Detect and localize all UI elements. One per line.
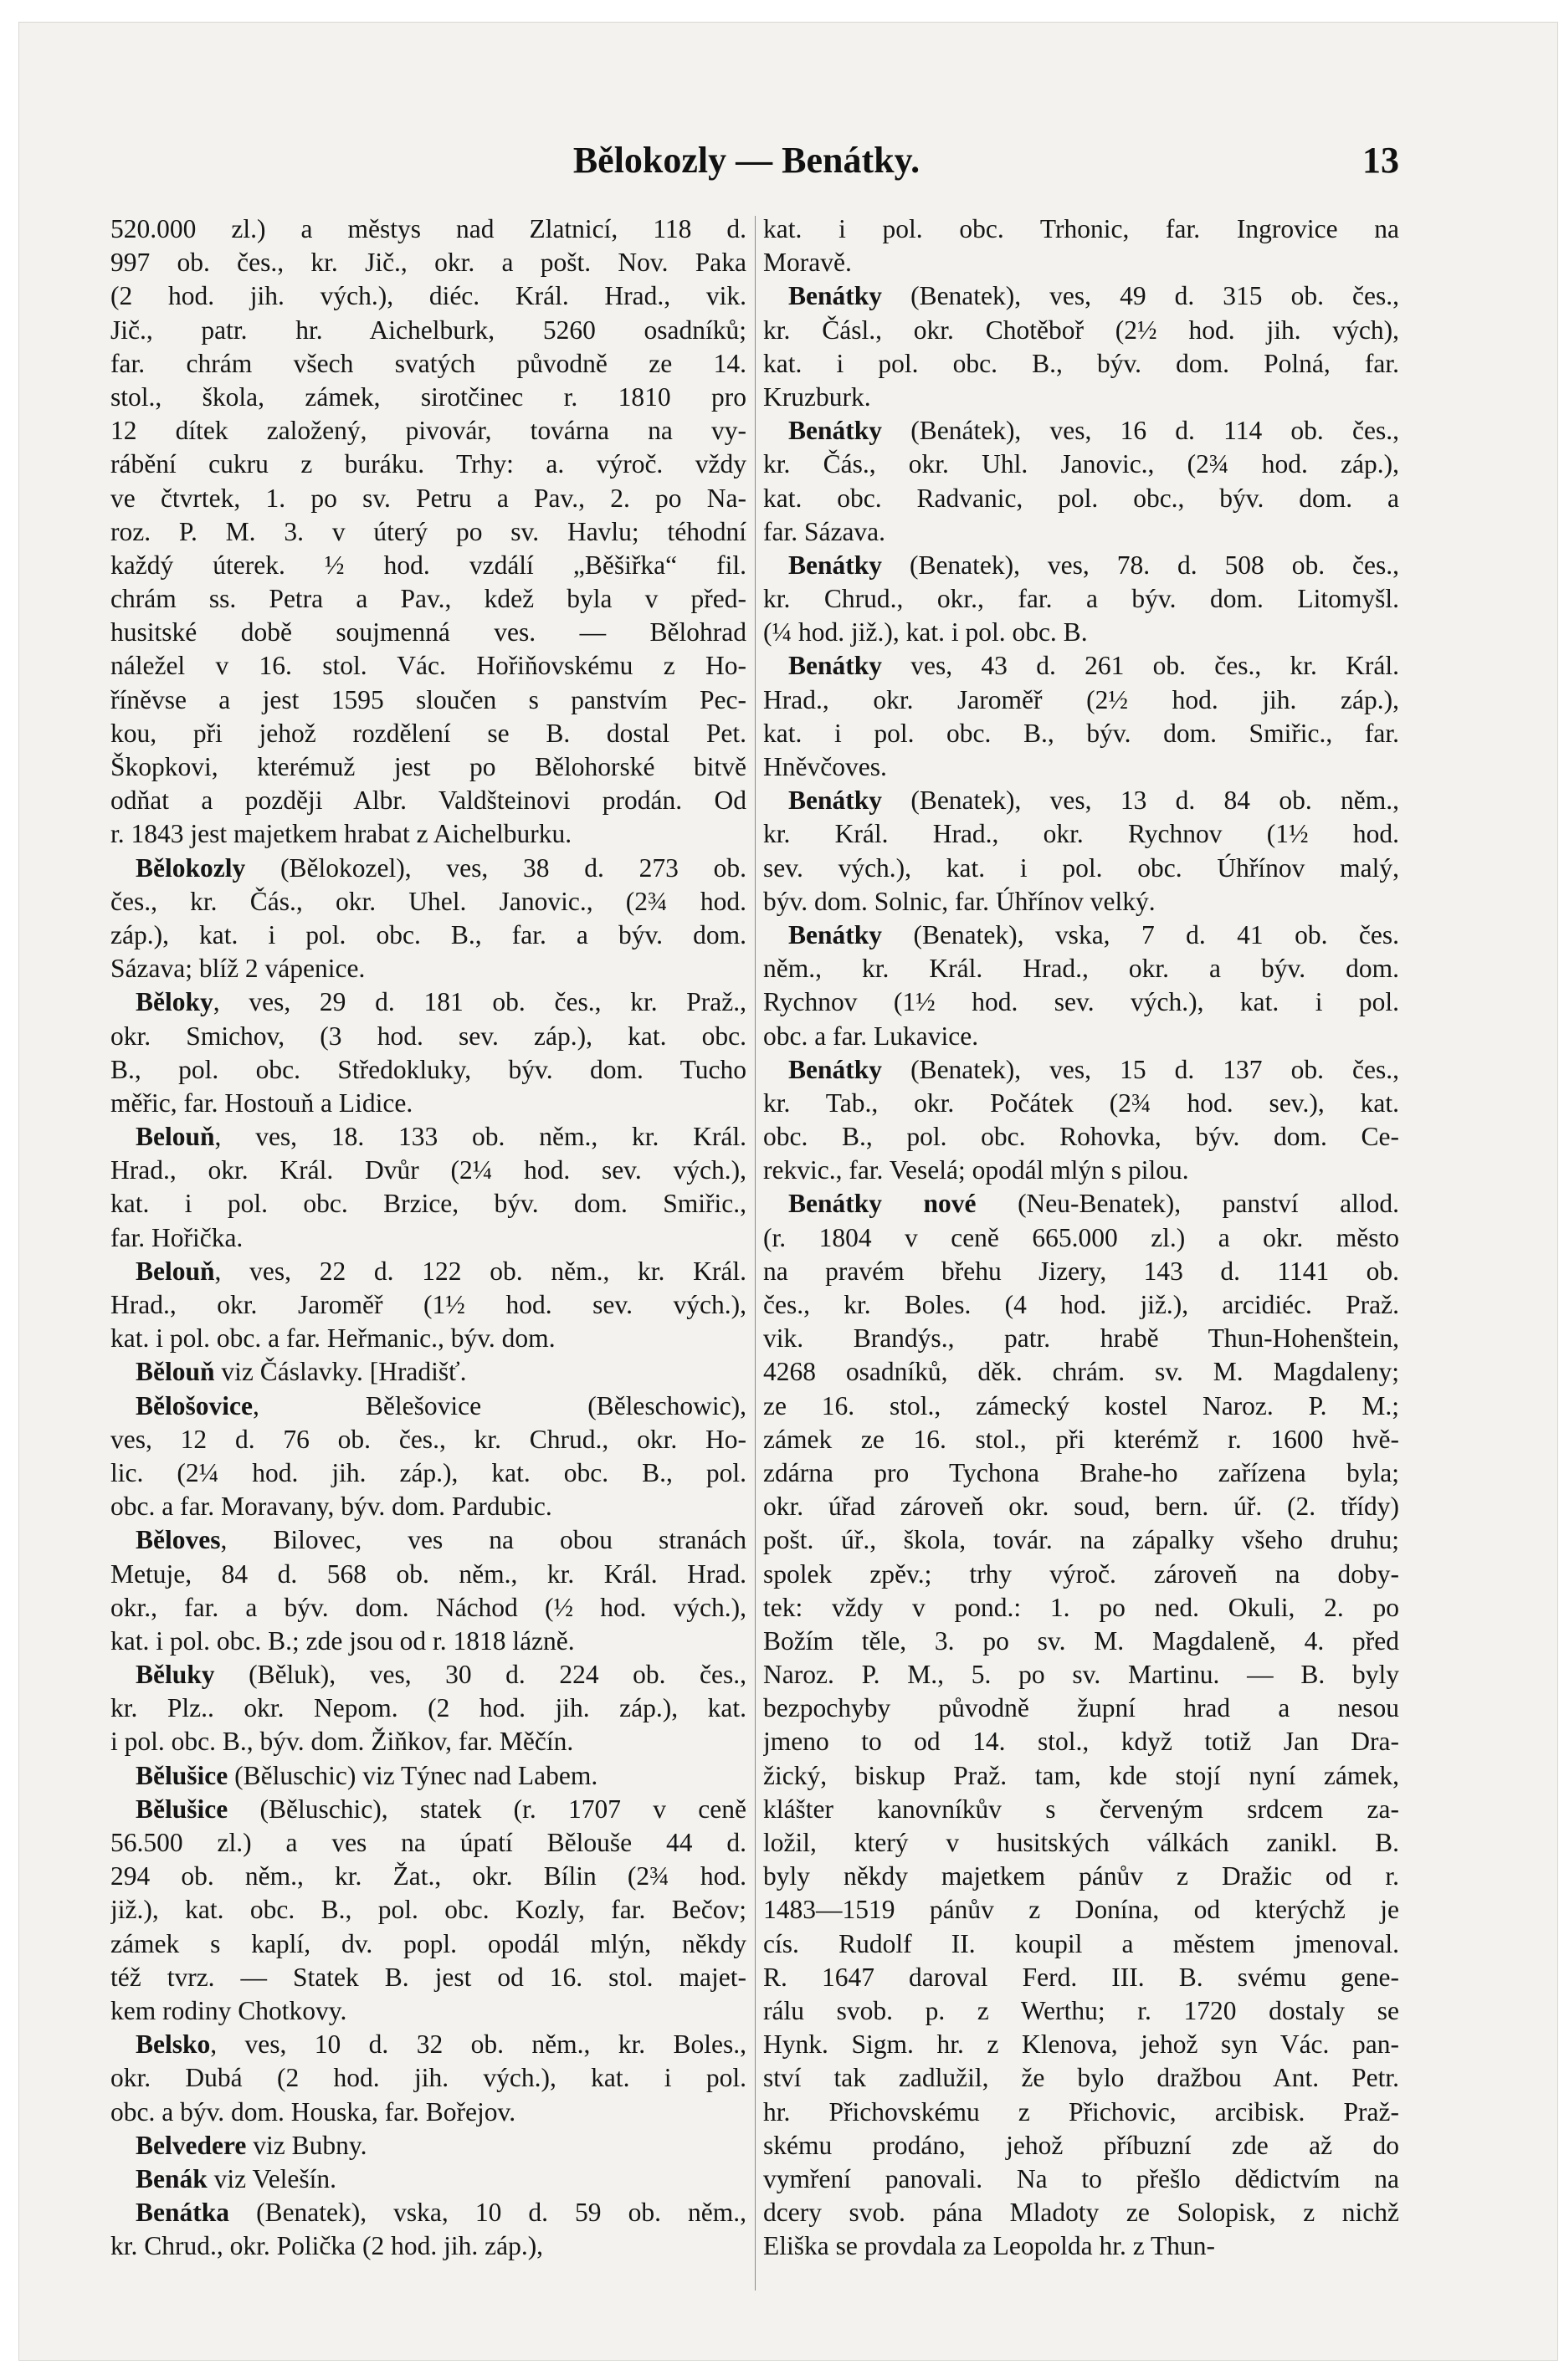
text-line: Benátky nové (Neu-Benatek), panství allod. [788, 1189, 1399, 1219]
page-number: 13 [1362, 140, 1399, 181]
entry-headword: Bělušice [136, 1794, 228, 1824]
text-line: Bělouň viz Čáslavky. [Hradišť. [136, 1357, 467, 1387]
text-line: kat. i pol. obc. Brzice, býv. dom. Smiřic., [110, 1189, 746, 1219]
text-line: husitské době soujmenná ves. — Bělohrad [110, 617, 746, 647]
text-line: zámek s kaplí, dv. popl. opodál mlýn, někdy [110, 1928, 746, 1958]
text-line: kr. Tab., okr. Počátek (2¾ hod. sev.), kat. [763, 1088, 1399, 1118]
text-line: Eliška se provdala za Leopolda hr. z Thun- [763, 2231, 1215, 2261]
text-line: něm., kr. Král. Hrad., okr. a býv. dom. [763, 954, 1399, 984]
text-line: obc. B., pol. obc. Rohovka, býv. dom. Ce- [763, 1122, 1399, 1152]
text-line: žický, biskup Praž. tam, kde stojí nyní zámek, [763, 1760, 1399, 1790]
text-line: ve čtvrtek, 1. po sv. Petru a Pav., 2. po Na- [110, 483, 746, 513]
text-line: Rychnov (1½ hod. sev. vých.), kat. i pol. [763, 987, 1399, 1017]
text-line: Moravě. [763, 248, 852, 278]
entry-headword: Běloky [136, 987, 213, 1017]
text-line: r. 1843 jest majetkem hrabat z Aichelburku. [110, 819, 572, 849]
text-line: Benátka (Benatek), vska, 10 d. 59 ob. něm., [136, 2198, 746, 2228]
entry-headword: Benátky [788, 550, 883, 580]
text-line: (r. 1804 v ceně 665.000 zl.) a okr. město [763, 1222, 1399, 1252]
text-line: kou, při jehož rozdělení se B. dostal Pet. [110, 718, 746, 748]
text-line: stol., škola, zámek, sirotčinec r. 1810 pro [110, 381, 746, 412]
text-line: roz. P. M. 3. v úterý po sv. Havlu; téhodní [110, 516, 746, 546]
text-line: ze 16. stol., zámecký kostel Naroz. P. M.; [763, 1390, 1399, 1420]
text-line: Bělokozly (Bělokozel), ves, 38 d. 273 ob. [136, 852, 746, 883]
text-line: cís. Rudolf II. koupil a městem jmenoval. [763, 1928, 1399, 1958]
text-line: kat. i pol. obc. B., býv. dom. Polná, far. [763, 348, 1399, 378]
entry-headword: Bělokozly [136, 852, 246, 883]
text-line: ves, 12 d. 76 ob. čes., kr. Chrud., okr. Ho- [110, 1424, 746, 1454]
entry-headword: Belvedere [136, 2130, 247, 2160]
text-line: Benátky (Benatek), ves, 78. d. 508 ob. čes., [788, 550, 1399, 580]
text-line: Bělušice (Běluschic) viz Týnec nad Labem. [136, 1760, 598, 1790]
text-line: 56.500 zl.) a ves na úpatí Bělouše 44 d. [110, 1828, 746, 1857]
entry-headword: Bělouň [136, 1357, 215, 1387]
text-line: Benátky (Benatek), ves, 13 d. 84 ob. něm., [788, 786, 1399, 816]
text-line: náležel v 16. stol. Vác. Hořiňovskému z Ho- [110, 651, 746, 681]
text-line: jmeno to od 14. stol., když totiž Jan Dra- [763, 1727, 1399, 1757]
text-line: čes., kr. Čás., okr. Uhel. Janovic., (2¾ hod. [110, 886, 746, 916]
entry-headword: Benátky [788, 919, 883, 949]
text-line: far. chrám všech svatých původně ze 14. [110, 348, 746, 378]
text-line: kr. Čásl., okr. Chotěboř (2½ hod. jih. vých), [763, 315, 1399, 345]
text-line: zámek ze 16. stol., při kterémž r. 1600 hvě- [763, 1424, 1399, 1454]
text-line: far. Hořička. [110, 1222, 244, 1252]
text-line: Benátky (Benatek), ves, 15 d. 137 ob. čes., [788, 1054, 1399, 1084]
entry-headword: Běloves [136, 1525, 221, 1555]
text-line: B., pol. obc. Středokluky, býv. dom. Tucho [110, 1054, 746, 1084]
text-line: Benátky (Benatek), vska, 7 d. 41 ob. čes. [788, 919, 1399, 949]
text-line: klášter kanovníkův s červeným srdcem za- [763, 1794, 1399, 1824]
text-line: Běluky (Běluk), ves, 30 d. 224 ob. čes., [136, 1660, 746, 1690]
header-title: Bělokozly — Benátky. [572, 140, 920, 181]
text-line: též tvrz. — Statek B. jest od 16. stol. majet- [110, 1962, 746, 1992]
text-line: pošt. úř., škola, továr. na zápalky všeho druhu; [763, 1525, 1399, 1555]
entry-headword: Belouň [136, 1256, 215, 1286]
text-line: Sázava; blíž 2 vápenice. [110, 954, 366, 984]
text-line: kat. obc. Radvanic, pol. obc., býv. dom. a [763, 483, 1399, 513]
text-line: 1483—1519 pánův z Donína, od kterýchž je [763, 1895, 1399, 1925]
text-line: Škopkovi, kterémuž jest po Bělohorské bitvě [110, 752, 746, 781]
text-line: i pol. obc. B., býv. dom. Žiňkov, far. Měčín. [110, 1727, 574, 1757]
text-line: kr. Plz.. okr. Nepom. (2 hod. jih. záp.), kat. [110, 1693, 746, 1723]
text-line: býv. dom. Solnic, far. Úhřínov velký. [763, 886, 1156, 916]
text-line: lic. (2¼ hod. jih. záp.), kat. obc. B., pol. [110, 1457, 746, 1487]
text-line: dcery svob. pána Mladoty ze Solopisk, z nichž [763, 2198, 1399, 2228]
entry-headword: Benátky [788, 281, 883, 311]
text-line: okr. úřad zároveň okr. soud, bern. úř. (2. třídy) [763, 1492, 1399, 1522]
text-line: sev. vých.), kat. i pol. obc. Úhřínov malý, [763, 852, 1399, 883]
text-line: kat. i pol. obc. B.; zde jsou od r. 1818 lázně. [110, 1625, 575, 1656]
text-line: 12 dítek založený, pivovár, továrna na vy- [110, 416, 746, 446]
left-column [110, 212, 746, 2263]
entry-headword: Benátky nové [788, 1189, 977, 1219]
text-line: 294 ob. něm., kr. Žat., okr. Bílin (2¾ hod. [110, 1861, 746, 1891]
text-line: čes., kr. Boles. (4 hod. již.), arcidiéc. Praž. [763, 1290, 1399, 1319]
text-line: Běloves, Bilovec, ves na obou stranách [136, 1525, 746, 1555]
text-line: kr. Chrud., okr., far. a býv. dom. Litomyšl. [763, 584, 1399, 614]
text-line: kat. i pol. obc. B., býv. dom. Smiřic., far. [763, 718, 1399, 748]
text-line: Bělošovice, Bělešovice (Běleschowic), [136, 1390, 746, 1420]
text-line: 520.000 zl.) a městys nad Zlatnicí, 118 d. [110, 214, 746, 243]
entry-headword: Benátka [136, 2198, 230, 2228]
text-line: hr. Přichovskému z Přichovic, arcibisk. Praž- [763, 2096, 1399, 2127]
text-line: far. Sázava. [763, 516, 886, 546]
text-line: kr. Chrud., okr. Polička (2 hod. jih. záp.), [110, 2231, 544, 2261]
text-line: Jič., patr. hr. Aichelburk, 5260 osadníků; [110, 315, 746, 345]
text-line: vymření panovali. Na to přešlo dědictvím na [763, 2163, 1399, 2193]
text-line: 4268 osadníků, děk. chrám. sv. M. Magdaleny; [763, 1357, 1399, 1387]
text-line: Benátky ves, 43 d. 261 ob. čes., kr. Král. [788, 651, 1399, 681]
text-line: R. 1647 daroval Ferd. III. B. svému gene- [763, 1962, 1399, 1992]
running-header [94, 139, 1399, 189]
text-line: tek: vždy v pond.: 1. po ned. Okuli, 2. po [763, 1592, 1399, 1622]
text-line: kr. Čás., okr. Uhl. Janovic., (2¾ hod. záp.), [763, 449, 1399, 479]
entry-headword: Belsko [136, 2029, 211, 2060]
text-line: každý úterek. ½ hod. vzdálí „Běšiřka“ fil. [110, 550, 746, 580]
entry-headword: Benátky [788, 416, 883, 446]
text-line: obc. a býv. dom. Houska, far. Bořejov. [110, 2096, 516, 2127]
entry-headword: Belouň [136, 1122, 215, 1152]
text-line: Běloky, ves, 29 d. 181 ob. čes., kr. Praž., [136, 987, 746, 1017]
text-line: odňat a později Albr. Valdšteinovi prodán. Od [110, 786, 746, 816]
text-line: kat. i pol. obc. a far. Heřmanic., býv. dom. [110, 1323, 556, 1354]
text-line: říněvse a jest 1595 sloučen s panstvím Pec- [110, 684, 746, 714]
text-line: spolek zpěv.; trhy výroč. zároveň na doby- [763, 1559, 1399, 1589]
text-line: rábění cukru z buráku. Trhy: a. výroč. vždy [110, 449, 746, 479]
text-line: již.), kat. obc. B., pol. obc. Kozly, far. Bečov; [110, 1895, 746, 1925]
text-line: Belsko, ves, 10 d. 32 ob. něm., kr. Boles., [136, 2029, 746, 2060]
text-line: ložil, který v husitských válkách zanikl. B. [763, 1828, 1399, 1857]
text-line: Benátky (Benatek), ves, 49 d. 315 ob. čes., [788, 281, 1399, 311]
text-line: kem rodiny Chotkovy. [110, 1995, 347, 2025]
text-line: Naroz. P. M., 5. po sv. Martinu. — B. byly [763, 1660, 1399, 1690]
text-line: měřic, far. Hostouň a Lidice. [110, 1088, 413, 1118]
text-line: ství tak zadlužil, že bylo dražbou Ant. Petr. [763, 2063, 1399, 2093]
text-line: Hrad., okr. Jaroměř (1½ hod. sev. vých.), [110, 1290, 746, 1319]
text-line: 997 ob. čes., kr. Jič., okr. a pošt. Nov. Paka [110, 248, 746, 278]
column-divider [755, 216, 756, 2290]
text-line: Belouň, ves, 18. 133 ob. něm., kr. Král. [136, 1122, 746, 1152]
text-line: na pravém břehu Jizery, 143 d. 1141 ob. [763, 1256, 1399, 1286]
text-line: vik. Brandýs., patr. hrabě Thun-Hohenštein, [763, 1323, 1399, 1354]
text-line: kat. i pol. obc. Trhonic, far. Ingrovice na [763, 214, 1399, 243]
text-line: kr. Král. Hrad., okr. Rychnov (1½ hod. [763, 819, 1399, 849]
right-column [763, 212, 1399, 2263]
text-line: Hynk. Sigm. hr. z Klenova, jehož syn Vác. pan- [763, 2029, 1399, 2060]
text-line: rekvic., far. Veselá; opodál mlýn s pilou. [763, 1155, 1189, 1185]
text-line: Kruzburk. [763, 381, 871, 412]
text-line: Hněvčoves. [763, 752, 887, 781]
text-line: Belvedere viz Bubny. [136, 2130, 367, 2160]
text-line: Bělušice (Běluschic), statek (r. 1707 v ceně [136, 1794, 746, 1824]
text-line: Božím těle, 3. po sv. M. Magdaleně, 4. před [763, 1625, 1399, 1656]
text-line: okr. Dubá (2 hod. jih. vých.), kat. i pol. [110, 2063, 746, 2093]
text-line: Benátky (Benátek), ves, 16 d. 114 ob. čes., [788, 416, 1399, 446]
text-line: obc. a far. Moravany, býv. dom. Pardubic. [110, 1492, 552, 1522]
text-line: byly někdy majetkem pánův z Dražic od r. [763, 1861, 1399, 1891]
text-line: obc. a far. Lukavice. [763, 1021, 979, 1051]
entry-headword: Benák [136, 2163, 208, 2193]
text-line: chrám ss. Petra a Pav., kdež byla v před- [110, 584, 746, 614]
scanned-page [18, 22, 1558, 2361]
entry-headword: Benátky [788, 1054, 883, 1084]
entry-headword: Bělušice [136, 1760, 228, 1790]
text-line: Metuje, 84 d. 568 ob. něm., kr. Král. Hrad. [110, 1559, 746, 1589]
text-line: (2 hod. jih. vých.), diéc. Král. Hrad., vik. [110, 281, 746, 311]
entry-headword: Bělošovice [136, 1390, 253, 1420]
text-line: Hrad., okr. Král. Dvůr (2¼ hod. sev. vých.), [110, 1155, 746, 1185]
text-line: skému prodáno, jehož příbuzní zde až do [763, 2130, 1399, 2160]
text-line: okr. Smichov, (3 hod. sev. záp.), kat. obc. [110, 1021, 746, 1051]
text-line: Benák viz Velešín. [136, 2163, 337, 2193]
text-line: Belouň, ves, 22 d. 122 ob. něm., kr. Král. [136, 1256, 746, 1286]
entry-headword: Benátky [788, 786, 883, 816]
text-line: bezpochyby původně župní hrad a nesou [763, 1693, 1399, 1723]
text-line: okr., far. a býv. dom. Náchod (½ hod. vých.), [110, 1592, 746, 1622]
text-line: zdárna pro Tychona Brahe-ho zařízena byla; [763, 1457, 1399, 1487]
text-line: záp.), kat. i pol. obc. B., far. a býv. dom. [110, 919, 746, 949]
entry-headword: Benátky [788, 651, 883, 681]
entry-headword: Běluky [136, 1660, 215, 1690]
text-line: (¼ hod. již.), kat. i pol. obc. B. [763, 617, 1088, 647]
text-line: Hrad., okr. Jaroměř (2½ hod. jih. záp.), [763, 684, 1399, 714]
text-line: rálu svob. p. z Werthu; r. 1720 dostaly se [763, 1995, 1399, 2025]
